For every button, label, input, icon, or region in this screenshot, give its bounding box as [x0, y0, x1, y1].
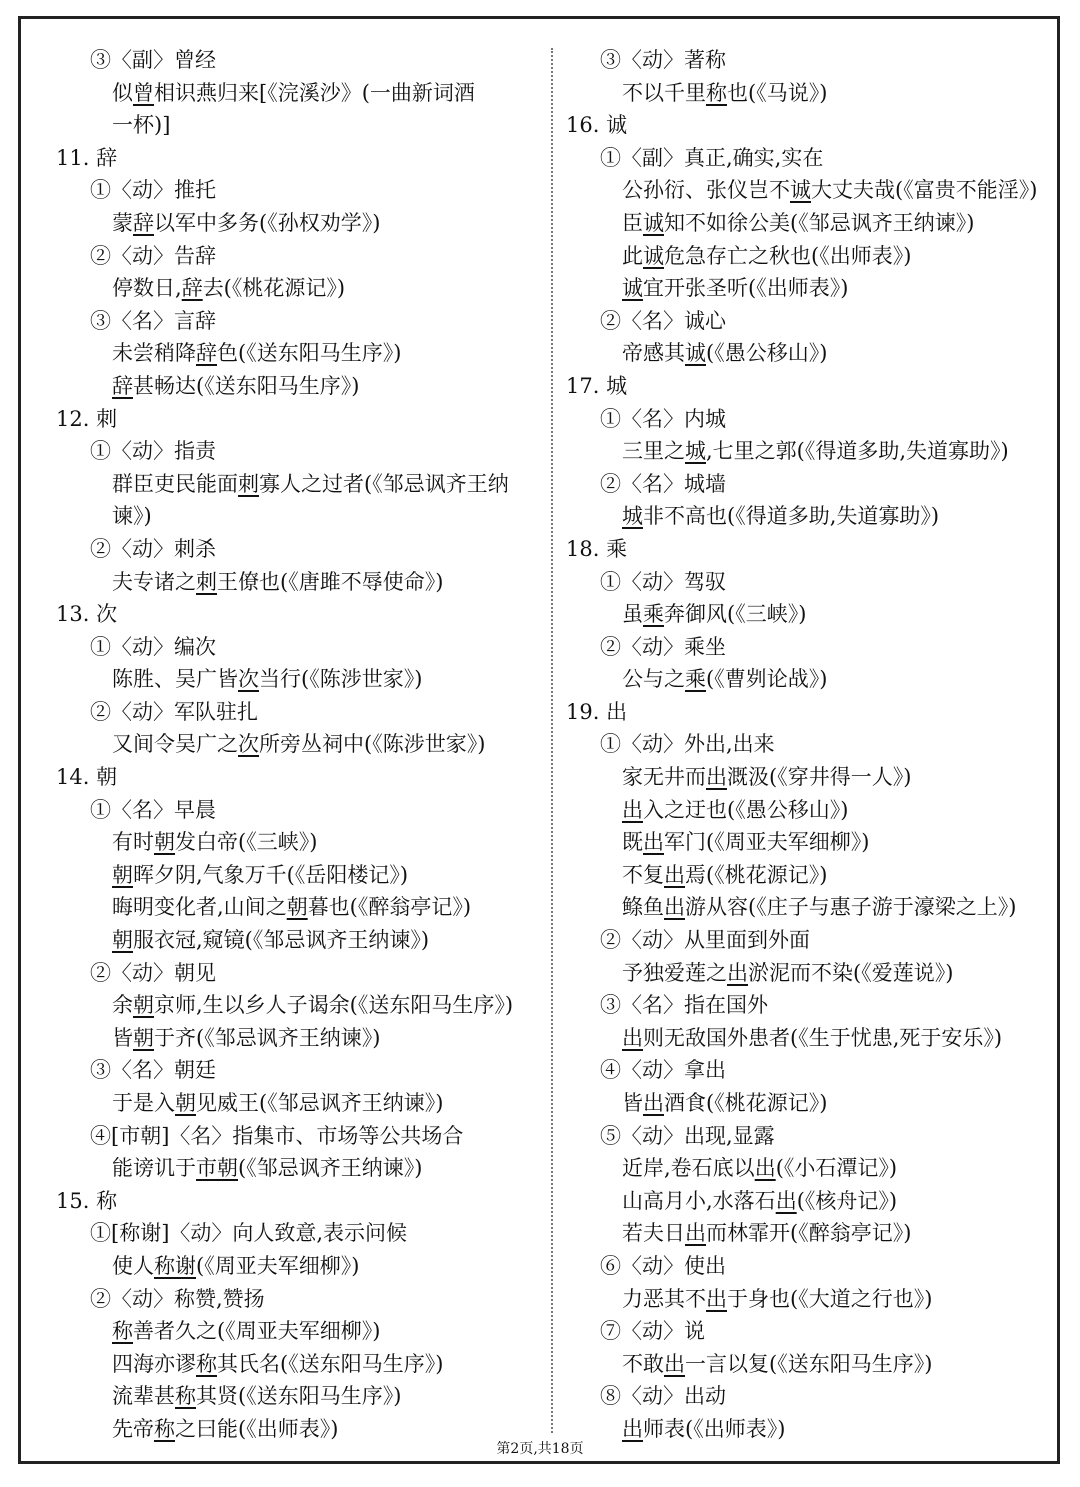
underlined-keyword: 诚 — [622, 276, 643, 301]
sense-definition: ⑦〈动〉说 — [600, 1319, 705, 1344]
underlined-keyword: 朝 — [112, 928, 133, 953]
sense-definition: ③〈动〉著称 — [600, 48, 726, 72]
sense-definition: ③〈名〉言辞 — [90, 308, 216, 333]
example-sentence: 皆出酒食(《桃花源记》) — [622, 1091, 828, 1115]
sense-definition: ②〈动〉刺杀 — [90, 536, 216, 561]
example-sentence: 公与之乘(《曹刿论战》) — [622, 667, 828, 692]
underlined-keyword: 出 — [706, 765, 727, 790]
underlined-keyword: 出 — [643, 830, 664, 855]
example-sentence: 于是入朝见威王(《邹忌讽齐王纳谏》) — [112, 1091, 444, 1115]
sense-definition: ①〈动〉外出,出来 — [600, 732, 775, 757]
underlined-keyword: 朝 — [154, 830, 175, 855]
example-sentence: 帝感其诚(《愚公移山》) — [622, 341, 828, 366]
underlined-keyword: 刺 — [196, 569, 217, 594]
sense-definition: ②〈动〉军队驻扎 — [90, 699, 258, 724]
sense-definition: ③〈名〉朝廷 — [90, 1058, 216, 1083]
sense-definition: ③〈副〉曾经 — [90, 48, 216, 72]
underlined-keyword: 次 — [238, 667, 259, 692]
example-sentence: 若夫日出而林霏开(《醉翁亭记》) — [622, 1221, 912, 1246]
example-sentence: 朝服衣冠,窥镜(《邹忌讽齐王纳谏》) — [112, 928, 430, 953]
underlined-keyword: 城 — [685, 439, 706, 464]
underlined-keyword: 出 — [664, 862, 685, 887]
example-sentence: 余朝京师,生以乡人子谒余(《送东阳马生序》) — [112, 993, 514, 1018]
underlined-keyword: 出 — [706, 1286, 727, 1311]
sense-definition: ④[市朝]〈名〉指集市、市场等公共场合 — [90, 1123, 464, 1148]
underlined-keyword: 出 — [685, 1221, 706, 1246]
example-sentence: 臣诚知不如徐公美(《邹忌讽齐王纳谏》) — [622, 210, 975, 235]
sense-definition: ②〈动〉乘坐 — [600, 634, 726, 659]
underlined-keyword: 刺 — [238, 471, 259, 496]
entry-heading: 14. 朝 — [56, 765, 118, 790]
example-sentence: 晦明变化者,山间之朝暮也(《醉翁亭记》) — [112, 895, 472, 920]
example-sentence: 朝晖夕阴,气象万千(《岳阳楼记》) — [112, 862, 409, 887]
left-column — [56, 44, 546, 1446]
example-sentence: 力恶其不出于身也(《大道之行也》) — [622, 1286, 933, 1311]
sense-definition: ①〈动〉推托 — [90, 178, 216, 203]
example-sentence: 予独爱莲之出淤泥而不染(《爱莲说》) — [622, 960, 954, 985]
sense-definition: ②〈动〉告辞 — [90, 243, 216, 268]
underlined-keyword: 称 — [706, 80, 727, 105]
underlined-keyword: 称 — [112, 1319, 133, 1344]
underlined-keyword: 市朝 — [196, 1156, 238, 1181]
underlined-keyword: 出 — [754, 1156, 776, 1181]
underlined-keyword: 乘 — [685, 667, 706, 692]
underlined-keyword: 诚 — [685, 341, 706, 366]
underlined-keyword: 出 — [622, 1416, 643, 1441]
example-sentence: 不敢出一言以复(《送东阳马生序》) — [622, 1351, 933, 1376]
example-sentence: 山高月小,水落石出(《核舟记》) — [622, 1188, 898, 1213]
underlined-keyword: 城 — [622, 504, 643, 529]
underlined-keyword: 次 — [238, 732, 259, 757]
page-footer: 第2页,共18页 — [496, 1441, 584, 1457]
example-sentence: 似曾相识燕归来[《浣溪沙》(一曲新词酒 — [112, 80, 475, 105]
underlined-keyword: 辞 — [112, 373, 133, 398]
example-sentence: 称善者久之(《周亚夫军细柳》) — [112, 1319, 381, 1344]
entry-heading: 19. 出 — [566, 699, 628, 724]
example-sentence: 既出军门(《周亚夫军细柳》) — [622, 830, 870, 855]
underlined-keyword: 出 — [664, 1351, 685, 1376]
example-sentence: 不以千里称也(《马说》) — [622, 80, 828, 105]
example-sentence: 辞甚畅达(《送东阳马生序》) — [112, 373, 360, 398]
entry-heading: 16. 诚 — [566, 113, 628, 138]
underlined-keyword: 称 — [196, 1351, 217, 1376]
sense-definition: ②〈名〉城墙 — [600, 471, 726, 496]
example-sentence: 夫专诸之刺王僚也(《唐雎不辱使命》) — [112, 569, 444, 594]
example-sentence: 此诚危急存亡之秋也(《出师表》) — [622, 243, 912, 268]
example-sentence: 三里之城,七里之郭(《得道多助,失道寡助》) — [622, 439, 1009, 464]
example-sentence: 鲦鱼出游从容(《庄子与惠子游于濠梁之上》) — [622, 895, 1017, 920]
underlined-keyword: 称 — [154, 1416, 175, 1441]
example-sentence: 不复出焉(《桃花源记》) — [622, 862, 828, 887]
underlined-keyword: 朝 — [133, 993, 154, 1018]
example-sentence: 有时朝发白帝(《三峡》) — [112, 830, 318, 855]
sense-definition: ②〈动〉朝见 — [90, 960, 216, 985]
underlined-keyword: 朝 — [175, 1091, 196, 1115]
right-column — [566, 44, 1056, 1446]
underlined-keyword: 出 — [643, 1091, 664, 1115]
underlined-keyword: 出 — [727, 960, 748, 985]
sense-definition: ①〈名〉早晨 — [90, 797, 216, 822]
example-sentence: 城非不高也(《得道多助,失道寡助》) — [622, 504, 940, 529]
sense-definition: ⑧〈动〉出动 — [600, 1384, 726, 1409]
example-continuation: 一杯)] — [112, 113, 171, 138]
underlined-keyword: 曾 — [133, 80, 154, 105]
entry-heading: 13. 次 — [56, 602, 118, 627]
sense-definition: ①〈副〉真正,确实,实在 — [600, 145, 824, 170]
entry-heading: 15. 称 — [56, 1188, 118, 1213]
underlined-keyword: 出 — [664, 895, 685, 920]
example-sentence: 流辈甚称其贤(《送东阳马生序》) — [112, 1384, 402, 1409]
underlined-keyword: 称 — [175, 1384, 196, 1409]
example-sentence: 能谤讥于市朝(《邹忌讽齐王纳谏》) — [112, 1156, 423, 1181]
column-divider — [551, 48, 553, 1433]
example-sentence: 虽乘奔御风(《三峡》) — [622, 602, 807, 627]
sense-definition: ③〈名〉指在国外 — [600, 993, 768, 1018]
underlined-keyword: 诚 — [643, 210, 664, 235]
sense-definition: ①〈动〉编次 — [90, 634, 216, 659]
example-continuation: 谏》) — [112, 504, 152, 529]
underlined-keyword: 朝 — [133, 1025, 154, 1050]
example-sentence: 皆朝于齐(《邹忌讽齐王纳谏》) — [112, 1025, 381, 1050]
underlined-keyword: 出 — [622, 1025, 643, 1050]
sense-definition: ②〈名〉诚心 — [600, 308, 726, 333]
example-sentence: 蒙辞以军中多务(《孙权劝学》) — [112, 210, 381, 235]
entry-heading: 18. 乘 — [566, 536, 628, 561]
sense-definition: ①〈名〉内城 — [600, 406, 726, 431]
entry-heading: 11. 辞 — [56, 145, 118, 170]
underlined-keyword: 辞 — [196, 341, 217, 366]
sense-definition: ②〈动〉从里面到外面 — [600, 928, 810, 953]
sense-definition: ①〈动〉指责 — [90, 439, 216, 464]
sense-definition: ①〈动〉驾驭 — [600, 569, 726, 594]
underlined-keyword: 朝 — [112, 862, 133, 887]
underlined-keyword: 辞 — [181, 276, 203, 301]
example-sentence: 四海亦谬称其氏名(《送东阳马生序》) — [112, 1351, 444, 1376]
sense-definition: ④〈动〉拿出 — [600, 1058, 726, 1083]
underlined-keyword: 朝 — [286, 895, 308, 920]
example-sentence: 出师表(《出师表》) — [622, 1416, 786, 1441]
example-sentence: 家无井而出溉汲(《穿井得一人》) — [622, 765, 912, 790]
example-sentence: 诚宜开张圣听(《出师表》) — [622, 276, 849, 301]
example-sentence: 群臣吏民能面刺寡人之过者(《邹忌讽齐王纳 — [112, 471, 509, 496]
example-sentence: 又间令吴广之次所旁丛祠中(《陈涉世家》) — [112, 732, 486, 757]
underlined-keyword: 乘 — [643, 602, 664, 627]
example-sentence: 近岸,卷石底以出(《小石潭记》) — [622, 1156, 898, 1181]
sense-definition: ⑥〈动〉使出 — [600, 1253, 726, 1278]
underlined-keyword: 诚 — [643, 243, 664, 268]
underlined-keyword: 称谢 — [154, 1253, 196, 1278]
example-sentence: 先帝称之曰能(《出师表》) — [112, 1416, 339, 1441]
example-sentence: 公孙衍、张仪岂不诚大丈夫哉(《富贵不能淫》) — [622, 178, 1038, 203]
example-sentence: 出入之迂也(《愚公移山》) — [622, 797, 849, 822]
example-sentence: 出则无敌国外患者(《生于忧患,死于安乐》) — [622, 1025, 1003, 1050]
underlined-keyword: 出 — [622, 797, 643, 822]
entry-heading: 12. 刺 — [56, 406, 118, 431]
sense-definition: ①[称谢]〈动〉向人致意,表示问候 — [90, 1221, 408, 1246]
example-sentence: 停数日,辞去(《桃花源记》) — [112, 276, 346, 301]
example-sentence: 陈胜、吴广皆次当行(《陈涉世家》) — [112, 667, 423, 692]
example-sentence: 未尝稍降辞色(《送东阳马生序》) — [112, 341, 402, 366]
entry-heading: 17. 城 — [566, 373, 628, 398]
sense-definition: ②〈动〉称赞,赞扬 — [90, 1286, 265, 1311]
example-sentence: 使人称谢(《周亚夫军细柳》) — [112, 1253, 360, 1278]
underlined-keyword: 诚 — [790, 178, 811, 203]
underlined-keyword: 辞 — [133, 210, 154, 235]
sense-definition: ⑤〈动〉出现,显露 — [600, 1123, 775, 1148]
underlined-keyword: 出 — [775, 1188, 797, 1213]
